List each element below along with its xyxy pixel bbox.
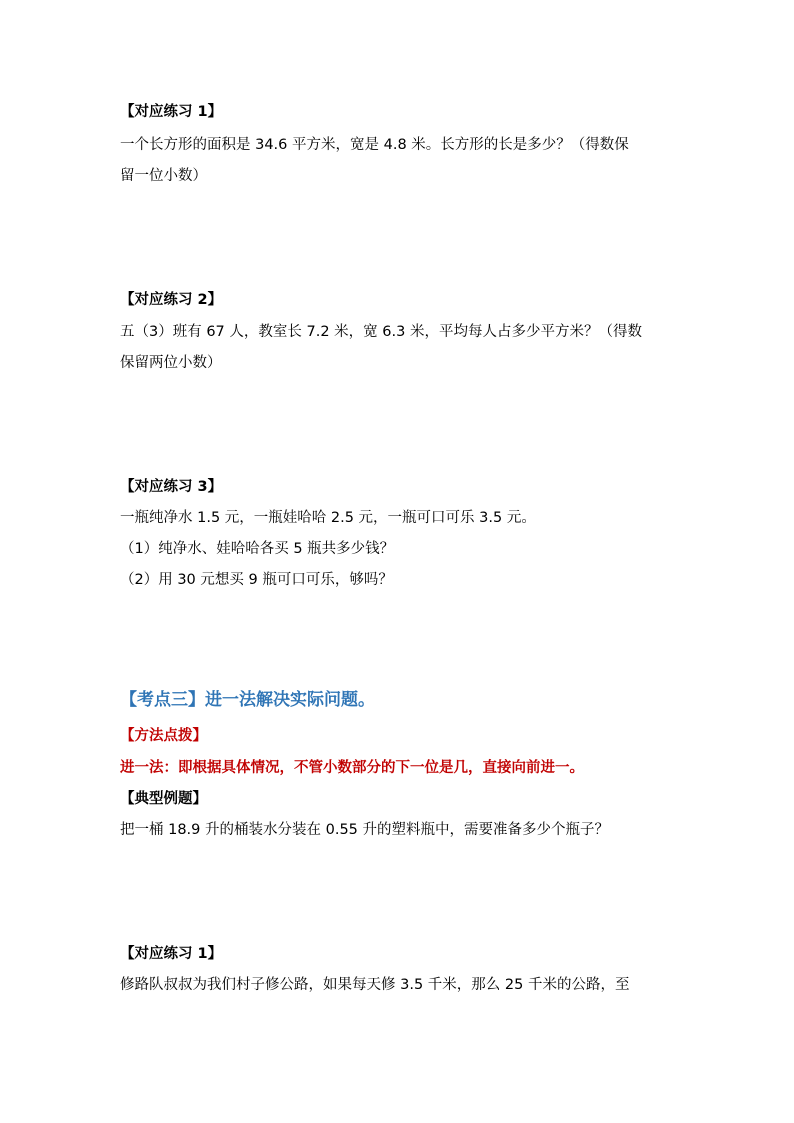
practice-3-question-line-2: （1）纯净水、娃哈哈各买 5 瓶共多少钱？ [120,541,395,557]
practice-2-question-line-1: 五（3）班有 67 人，教室长 7.2 米，宽 6.3 米，平均每人占多少平方米？（得数 [120,324,642,340]
example-text: 把一桶 18.9 升的桶装水分装在 0.55 升的塑料瓶中，需要准备多少个瓶子？ [120,822,610,838]
method-heading: 【方法点拨】 [120,728,207,744]
practice-3-question-line-1: 一瓶纯净水 1.5 元，一瓶娃哈哈 2.5 元，一瓶可口可乐 3.5 元。 [120,510,536,526]
practice-2-question-line-2: 保留两位小数） [120,355,222,371]
example-heading: 【典型例题】 [120,791,207,807]
practice-4-question-line-1: 修路队叔叔为我们村子修公路，如果每天修 3.5 千米，那么 25 千米的公路，至 [120,977,630,993]
practice-3-heading: 【对应练习 3】 [120,479,223,495]
section-3-title: 【考点三】进一法解决实际问题。 [120,690,375,710]
practice-1-heading: 【对应练习 1】 [120,104,223,120]
practice-1-question-line-2: 留一位小数） [120,168,207,184]
practice-1-question-line-1: 一个长方形的面积是 34.6 平方米，宽是 4.8 米。长方形的长是多少？（得数保 [120,137,629,153]
practice-3-question-line-3: （2）用 30 元想买 9 瓶可口可乐，够吗？ [120,572,393,588]
method-text: 进一法：即根据具体情况，不管小数部分的下一位是几，直接向前进一。 [120,760,584,776]
practice-4-heading: 【对应练习 1】 [120,946,223,962]
practice-2-heading: 【对应练习 2】 [120,292,223,308]
